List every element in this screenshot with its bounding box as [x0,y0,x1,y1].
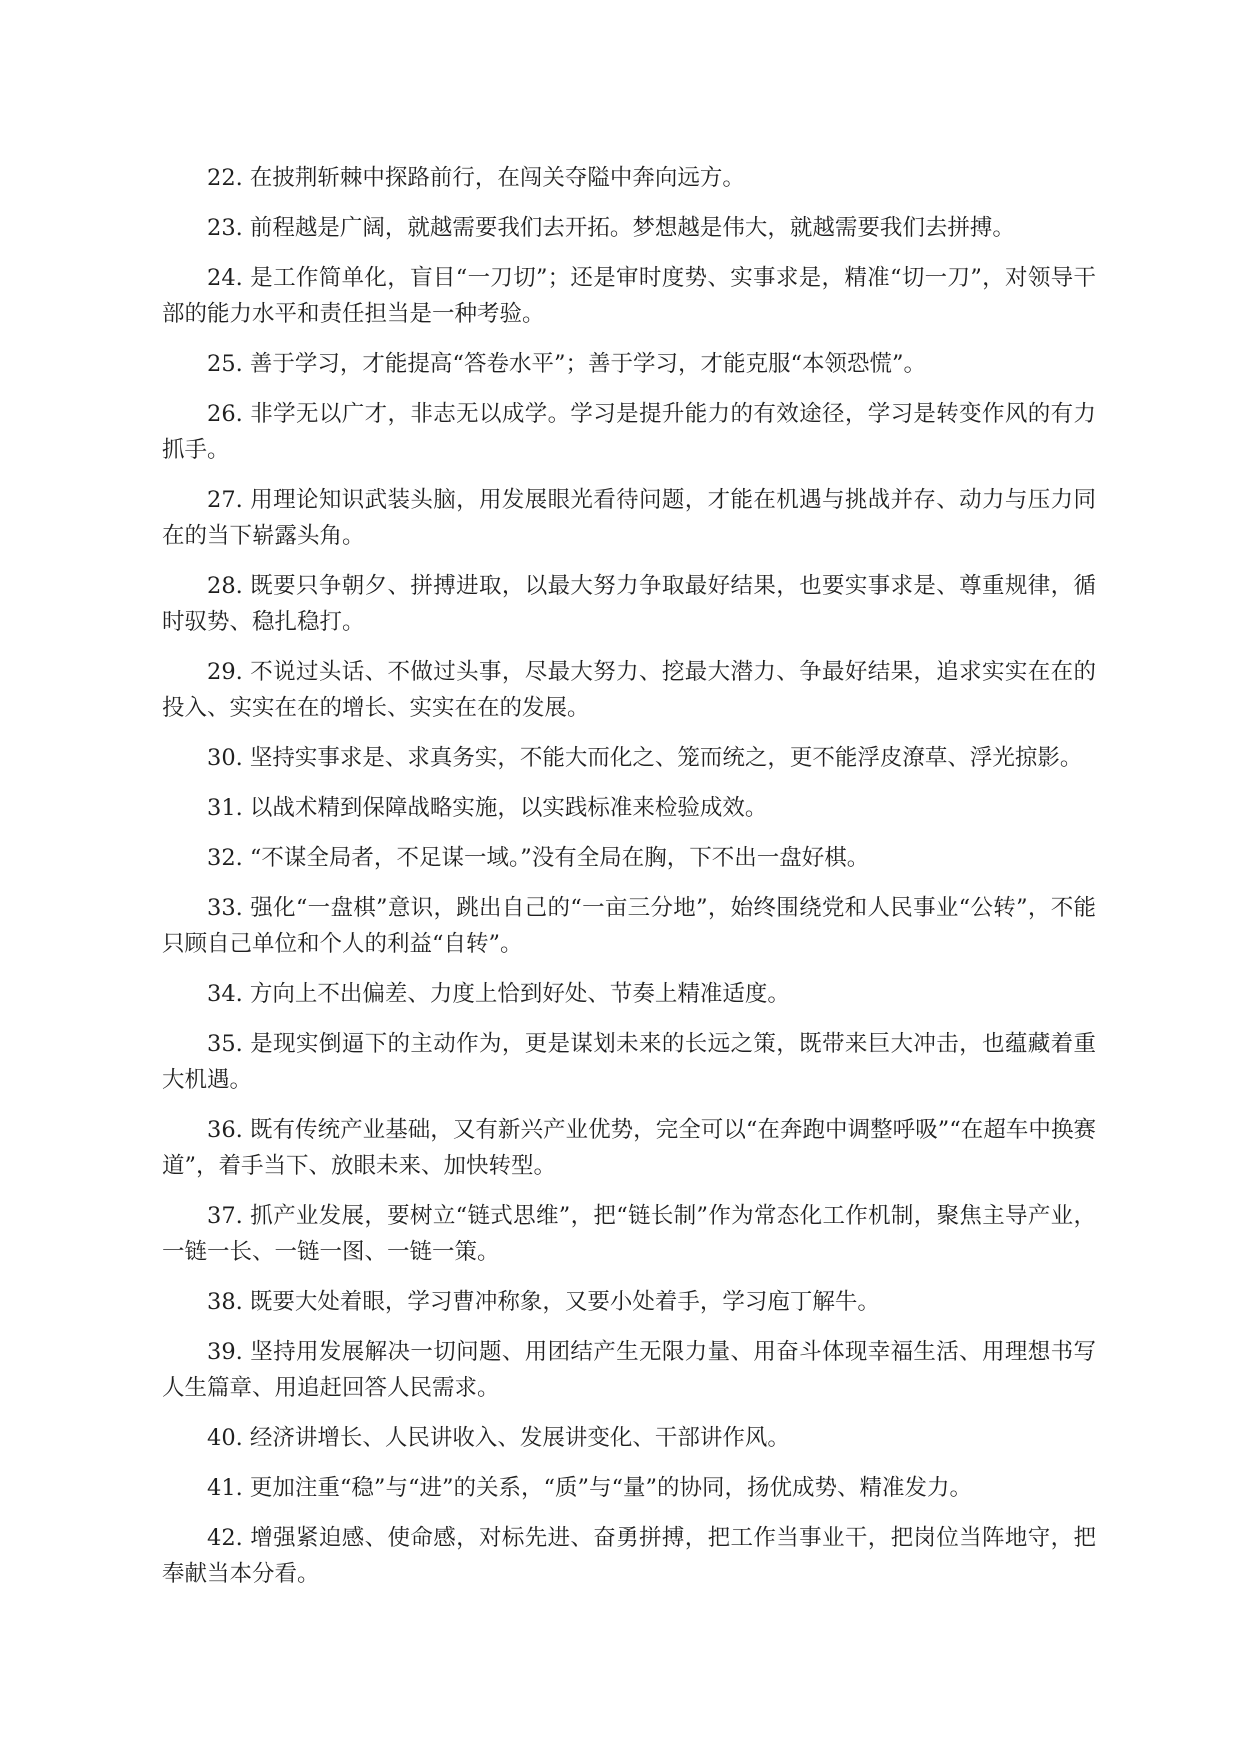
paragraph-26: 26. 非学无以广才，非志无以成学。学习是提升能力的有效途径，学习是转变作风的有力抓手。 [162,401,1096,463]
paragraph-39: 39. 坚持用发展解决一切问题、用团结产生无限力量、用奋斗体现幸福生活、用理想书写人生篇章、用追赶回答人民需求。 [162,1339,1096,1401]
paragraph-32: 32. “不谋全局者，不足谋一域。”没有全局在胸，下不出一盘好棋。 [207,845,870,871]
paragraph-38: 38. 既要大处着眼，学习曹冲称象，又要小处着手，学习庖丁解牛。 [207,1289,880,1315]
paragraph-23: 23. 前程越是广阔，就越需要我们去开拓。梦想越是伟大，就越需要我们去拼搏。 [207,215,1015,241]
paragraph-34: 34. 方向上不出偏差、力度上恰到好处、节奏上精准适度。 [207,981,790,1007]
paragraph-29: 29. 不说过头话、不做过头事，尽最大努力、挖最大潜力、争最好结果，追求实实在在的投入、实实在在的增长、实实在在的发展。 [162,659,1096,721]
paragraph-40: 40. 经济讲增长、人民讲收入、发展讲变化、干部讲作风。 [207,1425,790,1451]
paragraph-30: 30. 坚持实事求是、求真务实，不能大而化之、笼而统之，更不能浮皮潦草、浮光掠影。 [207,745,1083,771]
paragraph-31: 31. 以战术精到保障战略实施，以实践标准来检验成效。 [207,795,768,821]
document-body [162,160,1096,1606]
paragraph-27: 27. 用理论知识武装头脑，用发展眼光看待问题，才能在机遇与挑战并存、动力与压力同在的当下崭露头角。 [162,487,1096,549]
paragraph-24: 24. 是工作简单化，盲目“一刀切”；还是审时度势、实事求是，精准“切一刀”，对领导干部的能力水平和责任担当是一种考验。 [162,265,1096,327]
paragraph-35: 35. 是现实倒逼下的主动作为，更是谋划未来的长远之策，既带来巨大冲击，也蕴藏着重大机遇。 [162,1031,1096,1093]
paragraph-42: 42. 增强紧迫感、使命感，对标先进、奋勇拼搏，把工作当事业干，把岗位当阵地守，把奉献当本分看。 [162,1525,1096,1587]
paragraph-37: 37. 抓产业发展，要树立“链式思维”，把“链长制”作为常态化工作机制，聚焦主导产业，一链一长、一链一图、一链一策。 [162,1203,1096,1265]
paragraph-28: 28. 既要只争朝夕、拼搏进取，以最大努力争取最好结果，也要实事求是、尊重规律，循时驭势、稳扎稳打。 [162,573,1096,635]
paragraph-41: 41. 更加注重“稳”与“进”的关系，“质”与“量”的协同，扬优成势、精准发力。 [207,1475,972,1501]
paragraph-25: 25. 善于学习，才能提高“答卷水平”；善于学习，才能克服“本领恐慌”。 [207,351,926,377]
paragraph-22: 22. 在披荆斩棘中探路前行，在闯关夺隘中奔向远方。 [207,165,745,191]
paragraph-36: 36. 既有传统产业基础，又有新兴产业优势，完全可以“在奔跑中调整呼吸”“在超车中换赛道”，着手当下、放眼未来、加快转型。 [162,1117,1096,1179]
paragraph-33: 33. 强化“一盘棋”意识，跳出自己的“一亩三分地”，始终围绕党和人民事业“公转”，不能只顾自己单位和个人的利益“自转”。 [162,895,1096,957]
